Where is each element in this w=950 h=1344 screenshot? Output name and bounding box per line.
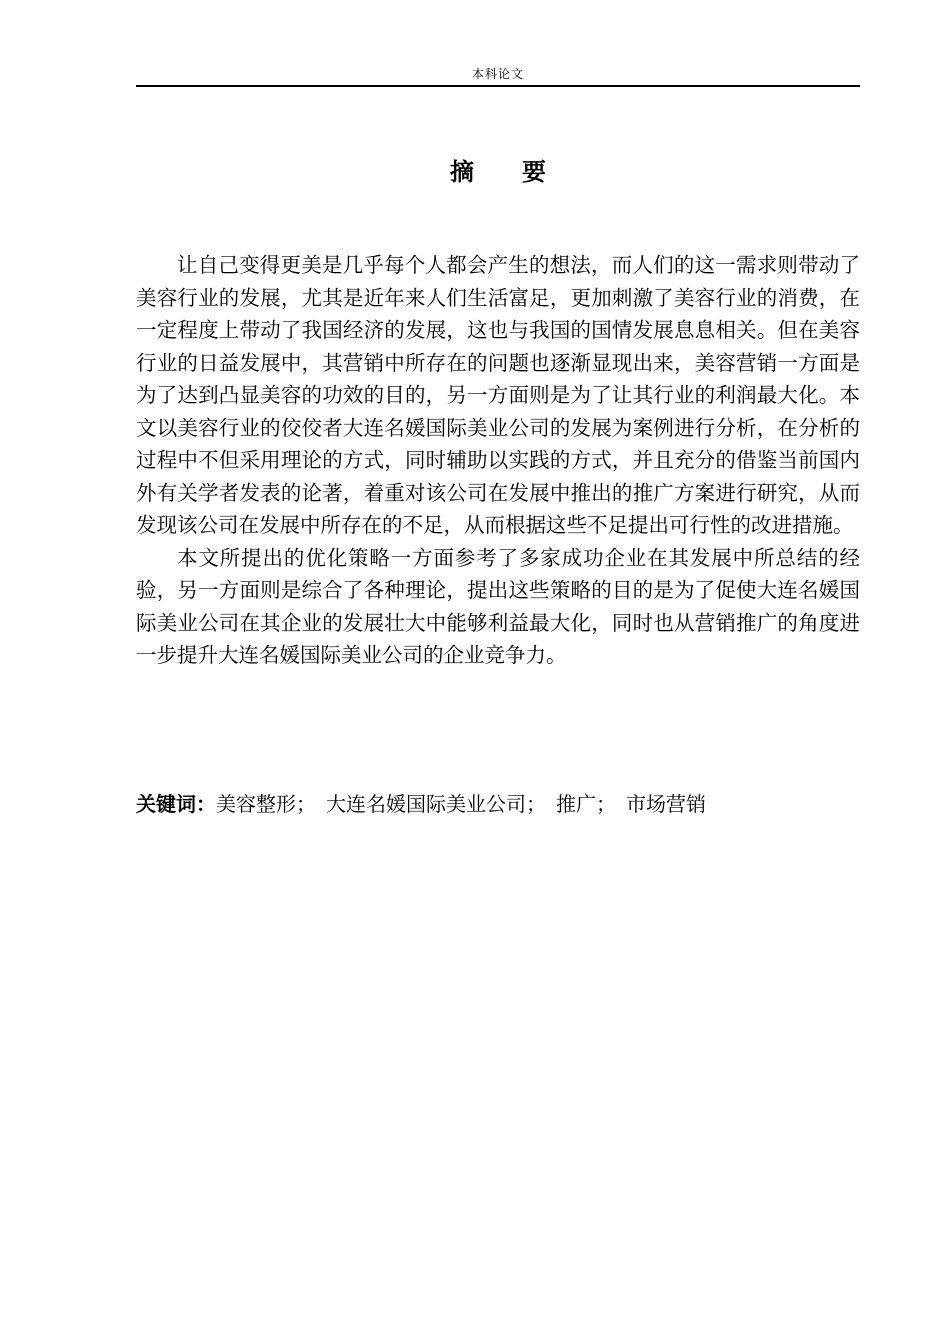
abstract-body <box>136 249 860 672</box>
page-title <box>136 156 860 188</box>
abstract-paragraph-1: 让自己变得更美是几乎每个人都会产生的想法，而人们的这一需求则带动了美容行业的发展，尤其是近年来人们生活富足，更加刺激了美容行业的消费，在一定程度上带动了我国经济的发展，这也与我国的国情发展息息相关。但在美容行业的日益发展中，其营销中所存在的问题也逐渐显现出来，美容营销一方面是为了达到凸显美容的功效的目的，另一方面则是为了让其行业的利润最大化。本文以美容行业的佼佼者大连名媛国际美业公司的发展为案例进行分析，在分析的过程中不但采用理论的方式，同时辅助以实践的方式，并且充分的借鉴当前国内外有关学者发表的论著，着重对该公司在发展中推出的推广方案进行研究，从而发现该公司在发展中所存在的不足，从而根据这些不足提出可行性的改进措施。 <box>136 253 860 537</box>
keywords-text: 美容整形； 大连名媛国际美业公司； 推广； 市场营销 <box>216 792 706 816</box>
title-char-2: 要 <box>522 158 546 186</box>
keywords-label: 关键词： <box>136 792 216 816</box>
header-rule <box>136 85 860 87</box>
abstract-paragraph-2: 本文所提出的优化策略一方面参考了多家成功企业在其发展中所总结的经验，另一方面则是综合了各种理论，提出这些策略的目的是为了促使大连名媛国际美业公司在其企业的发展壮大中能够利益最大化，同时也从营销推广的角度进一步提升大连名媛国际美业公司的企业竞争力。 <box>136 545 860 667</box>
keywords-line <box>136 788 860 820</box>
running-header: 本科论文 <box>471 67 524 81</box>
title-char-1: 摘 <box>450 158 474 186</box>
